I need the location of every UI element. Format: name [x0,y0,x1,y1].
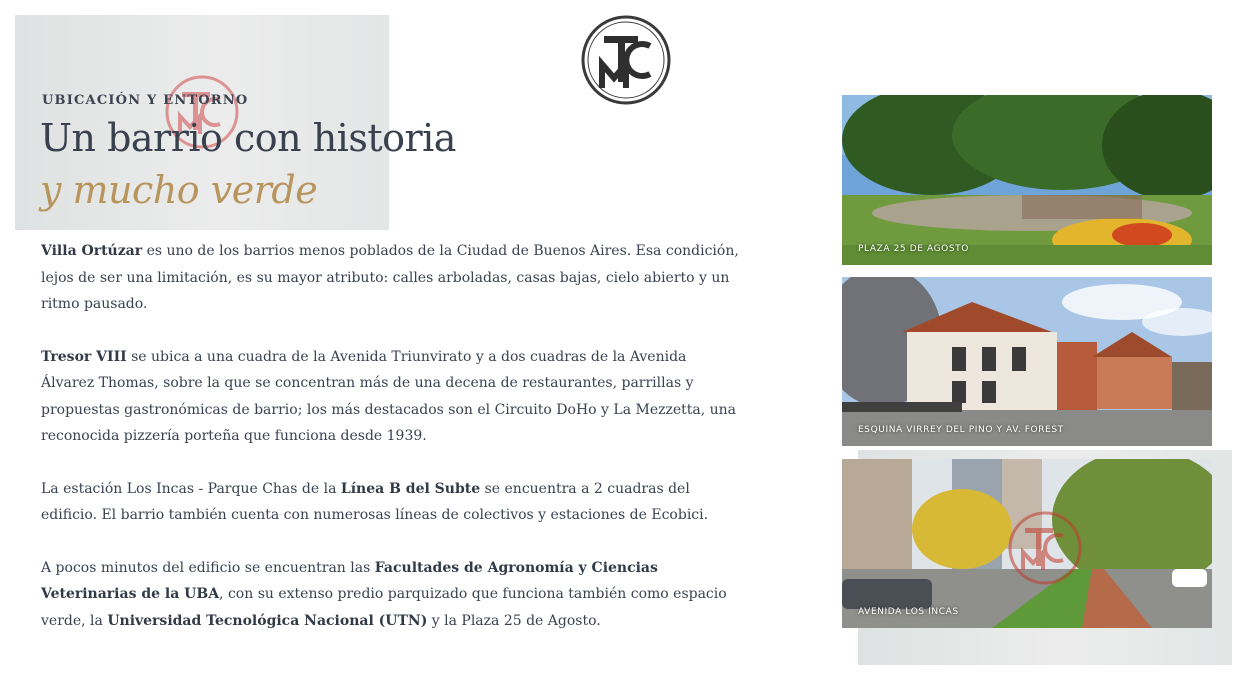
tcm-logo [580,12,672,108]
paragraph [41,555,741,635]
photo-esquina-virrey-del-pino [842,277,1212,446]
body-text [41,238,741,660]
photo-caption: AVENIDA LOS INCAS [858,607,959,617]
page-subtitle: y mucho verde [40,168,318,212]
photo-caption: ESQUINA VIRREY DEL PINO Y AV. FOREST [858,425,1064,435]
bold-text: Universidad Tecnológica Nacional (UTN) [107,612,428,629]
bold-text: Línea B del Subte [340,480,481,497]
paragraph-text: se ubica a una cuadra de la Avenida Triunvirato y a dos cuadras de la Avenida Álvarez Thomas, sobre la que se concentran más de una decena de restaurantes, parrillas y propuestas gastronómicas de barrio; los más destacados son el Circuito DoHo y La Mezzetta, una reconocida pizzería porteña que funciona desde 1939. [41,348,737,444]
park-photo-image [842,95,1212,265]
paragraph [41,344,741,450]
paragraph-text: A pocos minutos del edificio se encuentran las [41,559,375,576]
photo-caption: PLAZA 25 DE AGOSTO [858,244,969,254]
house-photo-image [842,277,1212,446]
paragraph-text: es uno de los barrios menos poblados de la Ciudad de Buenos Aires. Esa condición, lejos de ser una limitación, es su mayor atributo: calles arboladas, casas bajas, cielo abierto y un ritmo pausado. [41,243,739,312]
paragraph-text: se encuentra a 2 cuadras del edificio. El barrio también cuenta con numerosas líneas de colectivos y estaciones de Ecobici. [41,480,709,523]
photo-plaza-25-de-agosto [842,95,1212,265]
paragraph-text: y la Plaza 25 de Agosto. [427,612,601,629]
bold-text: Facultades de Agronomía y Ciencias Veterinarias de la UBA [41,559,658,602]
page-title: Un barrio con historia [40,116,456,160]
paragraph-text: , con su extenso predio parquizado que funciona también como espacio verde, la [41,586,727,629]
paragraph [41,238,741,318]
bold-lead: Villa Ortúzar [41,243,143,259]
bold-lead: Tresor VIII [41,348,127,365]
paragraph-text: La estación Los Incas - Parque Chas de la [41,480,341,497]
section-eyebrow: UBICACIÓN Y ENTORNO [42,93,249,108]
paragraph [41,476,741,529]
tcm-watermark-logo [1005,508,1085,588]
